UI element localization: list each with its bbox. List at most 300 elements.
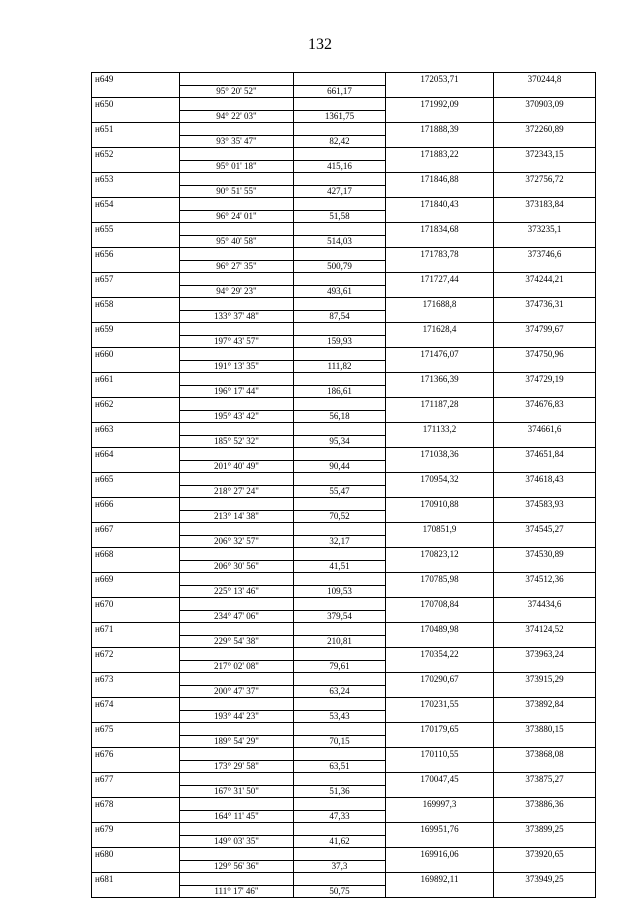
point-name: н658 (92, 298, 180, 311)
coordinate-y: 374729,19 (494, 373, 596, 386)
empty-cell (386, 810, 494, 823)
empty-cell (494, 510, 596, 523)
empty-cell (294, 648, 386, 661)
direction-angle: 94° 29' 23" (180, 285, 294, 298)
segment-row (92, 360, 596, 373)
empty-cell (92, 235, 180, 248)
segment-length: 210,81 (294, 635, 386, 648)
segment-row (92, 485, 596, 498)
coordinate-y: 373886,36 (494, 798, 596, 811)
empty-cell (92, 735, 180, 748)
coordinate-y: 372343,15 (494, 148, 596, 161)
empty-cell (180, 798, 294, 811)
direction-angle: 206° 30' 56" (180, 560, 294, 573)
empty-cell (294, 248, 386, 261)
coordinate-y: 372260,89 (494, 123, 596, 136)
direction-angle: 191° 13' 35" (180, 360, 294, 373)
empty-cell (180, 298, 294, 311)
point-row (92, 473, 596, 486)
point-name: н649 (92, 73, 180, 86)
direction-angle: 95° 40' 58" (180, 235, 294, 248)
empty-cell (494, 660, 596, 673)
direction-angle: 195° 43' 42" (180, 410, 294, 423)
empty-cell (294, 198, 386, 211)
empty-cell (386, 885, 494, 898)
coordinate-x: 171840,43 (386, 198, 494, 211)
empty-cell (386, 860, 494, 873)
empty-cell (92, 110, 180, 123)
empty-cell (494, 260, 596, 273)
segment-length: 63,24 (294, 685, 386, 698)
segment-row (92, 235, 596, 248)
empty-cell (180, 123, 294, 136)
segment-length: 70,15 (294, 735, 386, 748)
point-row (92, 648, 596, 661)
segment-length: 51,58 (294, 210, 386, 223)
empty-cell (92, 660, 180, 673)
direction-angle: 206° 32' 57" (180, 535, 294, 548)
point-row (92, 198, 596, 211)
point-row (92, 73, 596, 86)
direction-angle: 218° 27' 24" (180, 485, 294, 498)
direction-angle: 96° 24' 01" (180, 210, 294, 223)
coordinate-x: 171688,8 (386, 298, 494, 311)
segment-length: 87,54 (294, 310, 386, 323)
coordinate-y: 374583,93 (494, 498, 596, 511)
segment-length: 41,51 (294, 560, 386, 573)
empty-cell (294, 723, 386, 736)
empty-cell (494, 360, 596, 373)
empty-cell (494, 760, 596, 773)
segment-row (92, 85, 596, 98)
empty-cell (294, 323, 386, 336)
empty-cell (92, 210, 180, 223)
coordinate-y: 374434,6 (494, 598, 596, 611)
direction-angle: 111° 17' 46" (180, 885, 294, 898)
empty-cell (180, 423, 294, 436)
empty-cell (92, 710, 180, 723)
empty-cell (294, 373, 386, 386)
direction-angle: 129° 56' 36" (180, 860, 294, 873)
coordinate-x: 170910,88 (386, 498, 494, 511)
empty-cell (386, 385, 494, 398)
point-row (92, 873, 596, 886)
coordinate-y: 373963,24 (494, 648, 596, 661)
empty-cell (386, 560, 494, 573)
empty-cell (92, 610, 180, 623)
empty-cell (92, 135, 180, 148)
empty-cell (92, 160, 180, 173)
coordinate-y: 373875,27 (494, 773, 596, 786)
empty-cell (294, 473, 386, 486)
empty-cell (386, 435, 494, 448)
empty-cell (180, 198, 294, 211)
empty-cell (494, 485, 596, 498)
point-name: н666 (92, 498, 180, 511)
point-row (92, 323, 596, 336)
coordinate-x: 170708,84 (386, 598, 494, 611)
empty-cell (494, 185, 596, 198)
point-name: н650 (92, 98, 180, 111)
segment-row (92, 535, 596, 548)
coordinates-table (91, 72, 596, 898)
point-row (92, 748, 596, 761)
empty-cell (92, 535, 180, 548)
point-name: н678 (92, 798, 180, 811)
coordinate-x: 171883,22 (386, 148, 494, 161)
point-name: н660 (92, 348, 180, 361)
empty-cell (92, 335, 180, 348)
point-name: н659 (92, 323, 180, 336)
empty-cell (180, 773, 294, 786)
segment-length: 186,61 (294, 385, 386, 398)
point-name: н670 (92, 598, 180, 611)
empty-cell (294, 598, 386, 611)
coordinate-y: 373880,15 (494, 723, 596, 736)
coordinate-x: 171834,68 (386, 223, 494, 236)
point-name: н680 (92, 848, 180, 861)
empty-cell (386, 360, 494, 373)
empty-cell (294, 548, 386, 561)
empty-cell (494, 860, 596, 873)
direction-angle: 213° 14' 38" (180, 510, 294, 523)
empty-cell (386, 110, 494, 123)
empty-cell (386, 685, 494, 698)
empty-cell (180, 723, 294, 736)
empty-cell (294, 348, 386, 361)
coordinate-x: 170785,98 (386, 573, 494, 586)
segment-length: 415,16 (294, 160, 386, 173)
empty-cell (494, 85, 596, 98)
empty-cell (386, 535, 494, 548)
segment-length: 50,75 (294, 885, 386, 898)
coordinate-x: 171783,78 (386, 248, 494, 261)
empty-cell (294, 73, 386, 86)
coordinate-x: 169916,06 (386, 848, 494, 861)
segment-row (92, 585, 596, 598)
empty-cell (180, 173, 294, 186)
coordinates-table-body (92, 73, 596, 898)
coordinate-y: 374530,89 (494, 548, 596, 561)
coordinate-x: 170231,55 (386, 698, 494, 711)
empty-cell (494, 110, 596, 123)
direction-angle: 95° 01' 18" (180, 160, 294, 173)
segment-row (92, 385, 596, 398)
empty-cell (92, 785, 180, 798)
point-row (92, 123, 596, 136)
point-name: н652 (92, 148, 180, 161)
point-row (92, 273, 596, 286)
empty-cell (494, 785, 596, 798)
direction-angle: 149° 03' 35" (180, 835, 294, 848)
point-row (92, 498, 596, 511)
point-name: н671 (92, 623, 180, 636)
empty-cell (386, 210, 494, 223)
segment-row (92, 185, 596, 198)
segment-row (92, 610, 596, 623)
point-row (92, 798, 596, 811)
empty-cell (386, 660, 494, 673)
coordinate-y: 374545,27 (494, 523, 596, 536)
empty-cell (92, 260, 180, 273)
point-name: н681 (92, 873, 180, 886)
empty-cell (180, 573, 294, 586)
empty-cell (294, 223, 386, 236)
point-name: н675 (92, 723, 180, 736)
empty-cell (180, 548, 294, 561)
point-name: н654 (92, 198, 180, 211)
point-row (92, 373, 596, 386)
empty-cell (494, 410, 596, 423)
empty-cell (92, 185, 180, 198)
empty-cell (386, 235, 494, 248)
point-name: н657 (92, 273, 180, 286)
segment-length: 500,79 (294, 260, 386, 273)
empty-cell (386, 285, 494, 298)
segment-length: 47,33 (294, 810, 386, 823)
segment-length: 56,18 (294, 410, 386, 423)
point-name: н673 (92, 673, 180, 686)
point-name: н651 (92, 123, 180, 136)
point-row (92, 423, 596, 436)
point-row (92, 823, 596, 836)
segment-row (92, 735, 596, 748)
point-name: н664 (92, 448, 180, 461)
point-name: н665 (92, 473, 180, 486)
empty-cell (92, 885, 180, 898)
coordinate-y: 374661,6 (494, 423, 596, 436)
segment-row (92, 660, 596, 673)
segment-row (92, 810, 596, 823)
segment-length: 493,61 (294, 285, 386, 298)
coordinate-y: 374799,67 (494, 323, 596, 336)
point-row (92, 298, 596, 311)
empty-cell (494, 810, 596, 823)
direction-angle: 94° 22' 03" (180, 110, 294, 123)
empty-cell (180, 98, 294, 111)
direction-angle: 173° 29' 58" (180, 760, 294, 773)
segment-row (92, 560, 596, 573)
empty-cell (494, 385, 596, 398)
empty-cell (494, 735, 596, 748)
point-row (92, 598, 596, 611)
empty-cell (386, 460, 494, 473)
empty-cell (92, 460, 180, 473)
empty-cell (386, 335, 494, 348)
empty-cell (386, 160, 494, 173)
empty-cell (386, 485, 494, 498)
empty-cell (180, 73, 294, 86)
segment-row (92, 310, 596, 323)
empty-cell (294, 498, 386, 511)
segment-row (92, 135, 596, 148)
empty-cell (92, 510, 180, 523)
empty-cell (92, 585, 180, 598)
empty-cell (386, 85, 494, 98)
coordinate-x: 170290,67 (386, 673, 494, 686)
segment-length: 109,53 (294, 585, 386, 598)
segment-row (92, 435, 596, 448)
empty-cell (494, 285, 596, 298)
empty-cell (294, 298, 386, 311)
segment-length: 63,51 (294, 760, 386, 773)
coordinates-table-wrap (91, 72, 595, 898)
empty-cell (386, 710, 494, 723)
coordinate-x: 172053,71 (386, 73, 494, 86)
empty-cell (294, 98, 386, 111)
point-row (92, 848, 596, 861)
coordinate-x: 171846,88 (386, 173, 494, 186)
coordinate-x: 170823,12 (386, 548, 494, 561)
empty-cell (494, 310, 596, 323)
coordinate-x: 170047,45 (386, 773, 494, 786)
direction-angle: 225° 13' 46" (180, 585, 294, 598)
empty-cell (494, 885, 596, 898)
empty-cell (92, 685, 180, 698)
coordinate-y: 372756,72 (494, 173, 596, 186)
coordinate-x: 171038,36 (386, 448, 494, 461)
empty-cell (294, 848, 386, 861)
direction-angle: 96° 27' 35" (180, 260, 294, 273)
empty-cell (180, 223, 294, 236)
point-name: н677 (92, 773, 180, 786)
direction-angle: 164° 11' 45" (180, 810, 294, 823)
coordinate-y: 373746,6 (494, 248, 596, 261)
direction-angle: 196° 17' 44" (180, 385, 294, 398)
empty-cell (180, 523, 294, 536)
empty-cell (494, 560, 596, 573)
empty-cell (494, 685, 596, 698)
coordinate-x: 169997,3 (386, 798, 494, 811)
direction-angle: 133° 37' 48" (180, 310, 294, 323)
empty-cell (92, 410, 180, 423)
empty-cell (294, 523, 386, 536)
empty-cell (386, 785, 494, 798)
point-name: н667 (92, 523, 180, 536)
direction-angle: 185° 52' 32" (180, 435, 294, 448)
empty-cell (180, 873, 294, 886)
direction-angle: 234° 47' 06" (180, 610, 294, 623)
segment-row (92, 160, 596, 173)
empty-cell (294, 698, 386, 711)
point-row (92, 148, 596, 161)
empty-cell (386, 135, 494, 148)
empty-cell (294, 173, 386, 186)
coordinate-y: 373949,25 (494, 873, 596, 886)
direction-angle: 201° 40' 49" (180, 460, 294, 473)
coordinate-y: 373892,84 (494, 698, 596, 711)
empty-cell (180, 848, 294, 861)
point-row (92, 773, 596, 786)
empty-cell (180, 148, 294, 161)
empty-cell (494, 710, 596, 723)
point-row (92, 673, 596, 686)
coordinate-y: 373899,25 (494, 823, 596, 836)
empty-cell (294, 148, 386, 161)
segment-length: 514,03 (294, 235, 386, 248)
direction-angle: 193° 44' 23" (180, 710, 294, 723)
empty-cell (180, 698, 294, 711)
empty-cell (180, 748, 294, 761)
empty-cell (92, 85, 180, 98)
coordinate-y: 374676,83 (494, 398, 596, 411)
direction-angle: 95° 20' 52" (180, 85, 294, 98)
empty-cell (494, 585, 596, 598)
empty-cell (92, 560, 180, 573)
segment-length: 37,3 (294, 860, 386, 873)
segment-length: 90,44 (294, 460, 386, 473)
segment-length: 82,42 (294, 135, 386, 148)
empty-cell (92, 860, 180, 873)
empty-cell (494, 435, 596, 448)
empty-cell (92, 760, 180, 773)
point-row (92, 548, 596, 561)
empty-cell (180, 823, 294, 836)
segment-row (92, 335, 596, 348)
segment-length: 41,62 (294, 835, 386, 848)
segment-length: 661,17 (294, 85, 386, 98)
empty-cell (494, 210, 596, 223)
point-row (92, 398, 596, 411)
point-row (92, 448, 596, 461)
segment-length: 427,17 (294, 185, 386, 198)
empty-cell (494, 235, 596, 248)
direction-angle: 200° 47' 37" (180, 685, 294, 698)
segment-length: 159,93 (294, 335, 386, 348)
coordinate-x: 171888,39 (386, 123, 494, 136)
segment-row (92, 835, 596, 848)
empty-cell (386, 185, 494, 198)
empty-cell (180, 473, 294, 486)
empty-cell (180, 498, 294, 511)
direction-angle: 217° 02' 08" (180, 660, 294, 673)
coordinate-y: 374736,31 (494, 298, 596, 311)
coordinate-y: 370244,8 (494, 73, 596, 86)
empty-cell (180, 648, 294, 661)
empty-cell (294, 873, 386, 886)
empty-cell (494, 610, 596, 623)
empty-cell (294, 823, 386, 836)
empty-cell (294, 573, 386, 586)
point-name: н661 (92, 373, 180, 386)
empty-cell (294, 398, 386, 411)
empty-cell (180, 623, 294, 636)
empty-cell (294, 798, 386, 811)
empty-cell (294, 623, 386, 636)
point-row (92, 223, 596, 236)
empty-cell (92, 435, 180, 448)
point-name: н676 (92, 748, 180, 761)
empty-cell (386, 310, 494, 323)
point-name: н668 (92, 548, 180, 561)
empty-cell (494, 635, 596, 648)
empty-cell (180, 448, 294, 461)
coordinate-x: 169892,11 (386, 873, 494, 886)
coordinate-y: 373235,1 (494, 223, 596, 236)
segment-row (92, 760, 596, 773)
point-name: н663 (92, 423, 180, 436)
direction-angle: 90° 51' 55" (180, 185, 294, 198)
point-name: н672 (92, 648, 180, 661)
segment-length: 55,47 (294, 485, 386, 498)
point-row (92, 573, 596, 586)
point-row (92, 723, 596, 736)
segment-length: 32,17 (294, 535, 386, 548)
coordinate-y: 373183,84 (494, 198, 596, 211)
coordinate-x: 170354,22 (386, 648, 494, 661)
empty-cell (494, 160, 596, 173)
coordinate-y: 374124,52 (494, 623, 596, 636)
